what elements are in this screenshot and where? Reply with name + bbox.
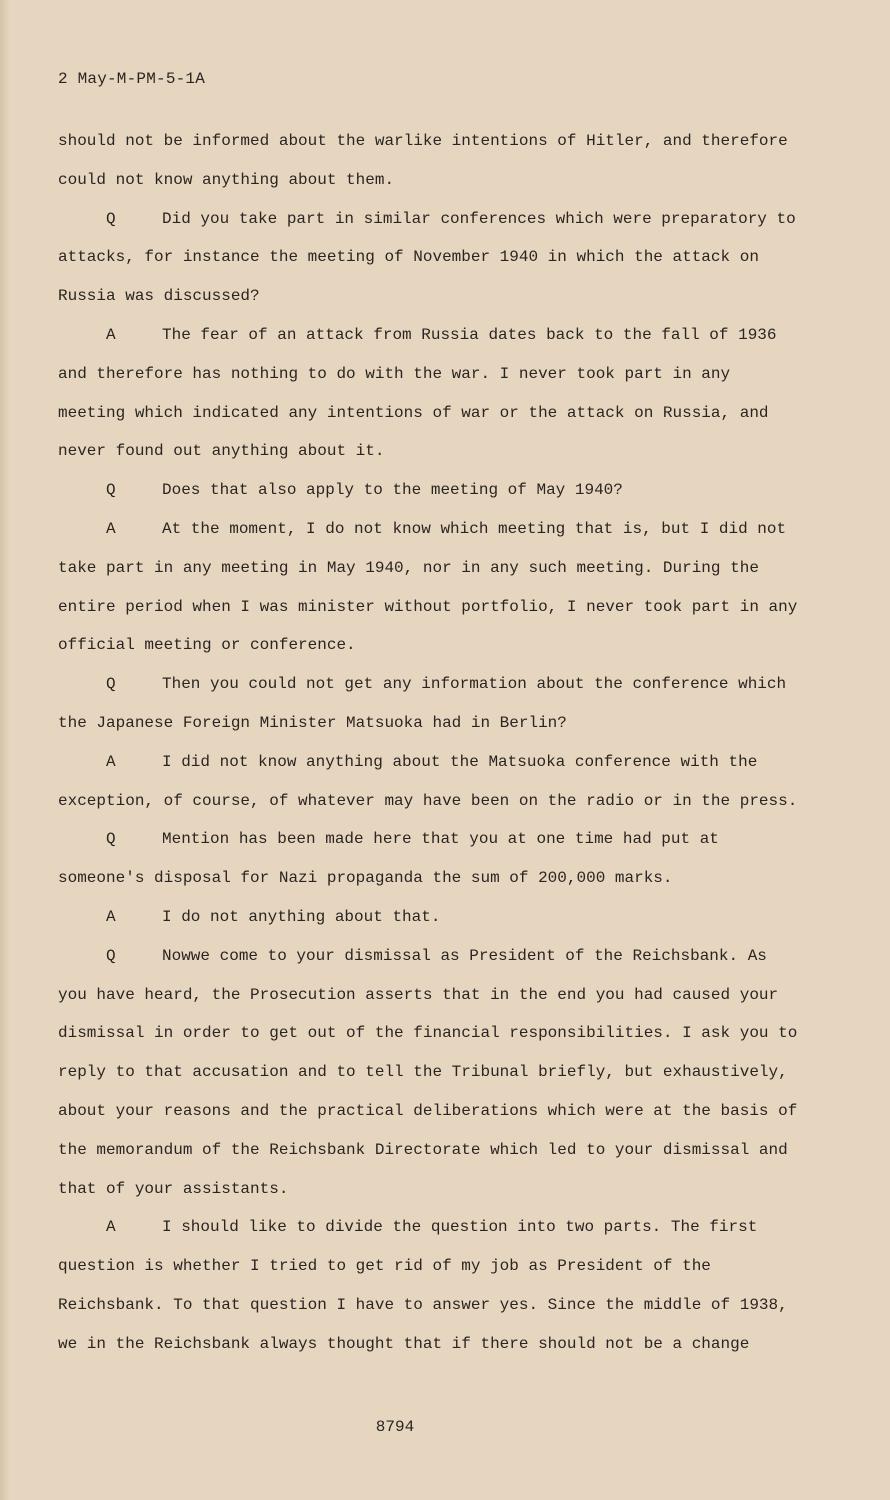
speaker-tag: Q xyxy=(106,481,116,500)
answer-paragraph xyxy=(58,898,798,937)
paragraph-text: I do not anything about that. xyxy=(162,907,441,926)
page-number: 8794 xyxy=(375,1418,415,1436)
paragraph-text: should not be informed about the warlike intentions of Hitler, and therefore could not know anything about them. xyxy=(58,132,788,189)
question-paragraph xyxy=(58,937,798,1209)
question-paragraph xyxy=(58,471,798,510)
document-reference: 2 May-M-PM-5-1A xyxy=(58,70,206,88)
paragraph-text: I should like to divide the question into two parts. The first question is whether I tried to get rid of my job as President of the Reichsbank. To that question I have to answer yes. Since the middle of 1938, we in the Reichsbank always thought that if there should not be a change xyxy=(58,1218,788,1353)
speaker-tag: A xyxy=(106,325,116,344)
paragraph-text: Then you could not get any information about the conference which the Japanese Foreign Minister Matsuoka had in Berlin? xyxy=(58,675,787,732)
speaker-tag: Q xyxy=(106,675,116,694)
transcript-body xyxy=(58,122,798,1364)
paragraph-text: Did you take part in similar conferences which were preparatory to attacks, for instance the meeting of November 1940 in which the attack on Russia was discussed? xyxy=(58,209,796,306)
speaker-tag: A xyxy=(106,752,116,771)
answer-paragraph xyxy=(58,1208,798,1363)
speaker-tag: A xyxy=(106,1218,116,1237)
answer-paragraph xyxy=(58,743,798,821)
speaker-tag: A xyxy=(106,519,116,538)
question-paragraph xyxy=(58,820,798,898)
answer-paragraph xyxy=(58,316,798,471)
question-paragraph xyxy=(58,200,798,316)
speaker-tag: Q xyxy=(106,946,116,965)
paragraph-text: Nowwe come to your dismissal as President of the Reichsbank. As you have heard, the Prosecution asserts that in the end you had caused your dismissal in order to get out of the financial responsibilities. I ask you to reply to that accusation and to tell the Tribunal briefly, but exhaustively, about your reasons and the practical deliberations which were at the basis of the memorandum of the Reichsbank Directorate which led to your dismissal and that of your assistants. xyxy=(58,946,798,1198)
paragraph-text: At the moment, I do not know which meeting that is, but I did not take part in any meeting in May 1940, nor in any such meeting. During the entire period when I was minister without portfolio, I never took part in any official meeting or conference. xyxy=(58,519,798,655)
speaker-tag: Q xyxy=(106,830,116,849)
question-paragraph xyxy=(58,665,798,743)
paragraph-text: Does that also apply to the meeting of May 1940? xyxy=(162,481,623,500)
paragraph-text: The fear of an attack from Russia dates back to the fall of 1936 and therefore has nothing to do with the war. I never took part in any meeting which indicated any intentions of war or the attack on Russia, and never found out anything about it. xyxy=(58,325,777,461)
paragraph-text: I did not know anything about the Matsuoka conference with the exception, of course, of whatever may have been on the radio or in the press. xyxy=(58,752,798,810)
paragraph-text: Mention has been made here that you at one time had put at someone's disposal for Nazi propaganda the sum of 200,000 marks. xyxy=(58,830,719,888)
speaker-tag: Q xyxy=(106,209,116,228)
continuation-paragraph xyxy=(58,122,798,200)
speaker-tag: A xyxy=(106,907,116,926)
answer-paragraph xyxy=(58,510,798,665)
